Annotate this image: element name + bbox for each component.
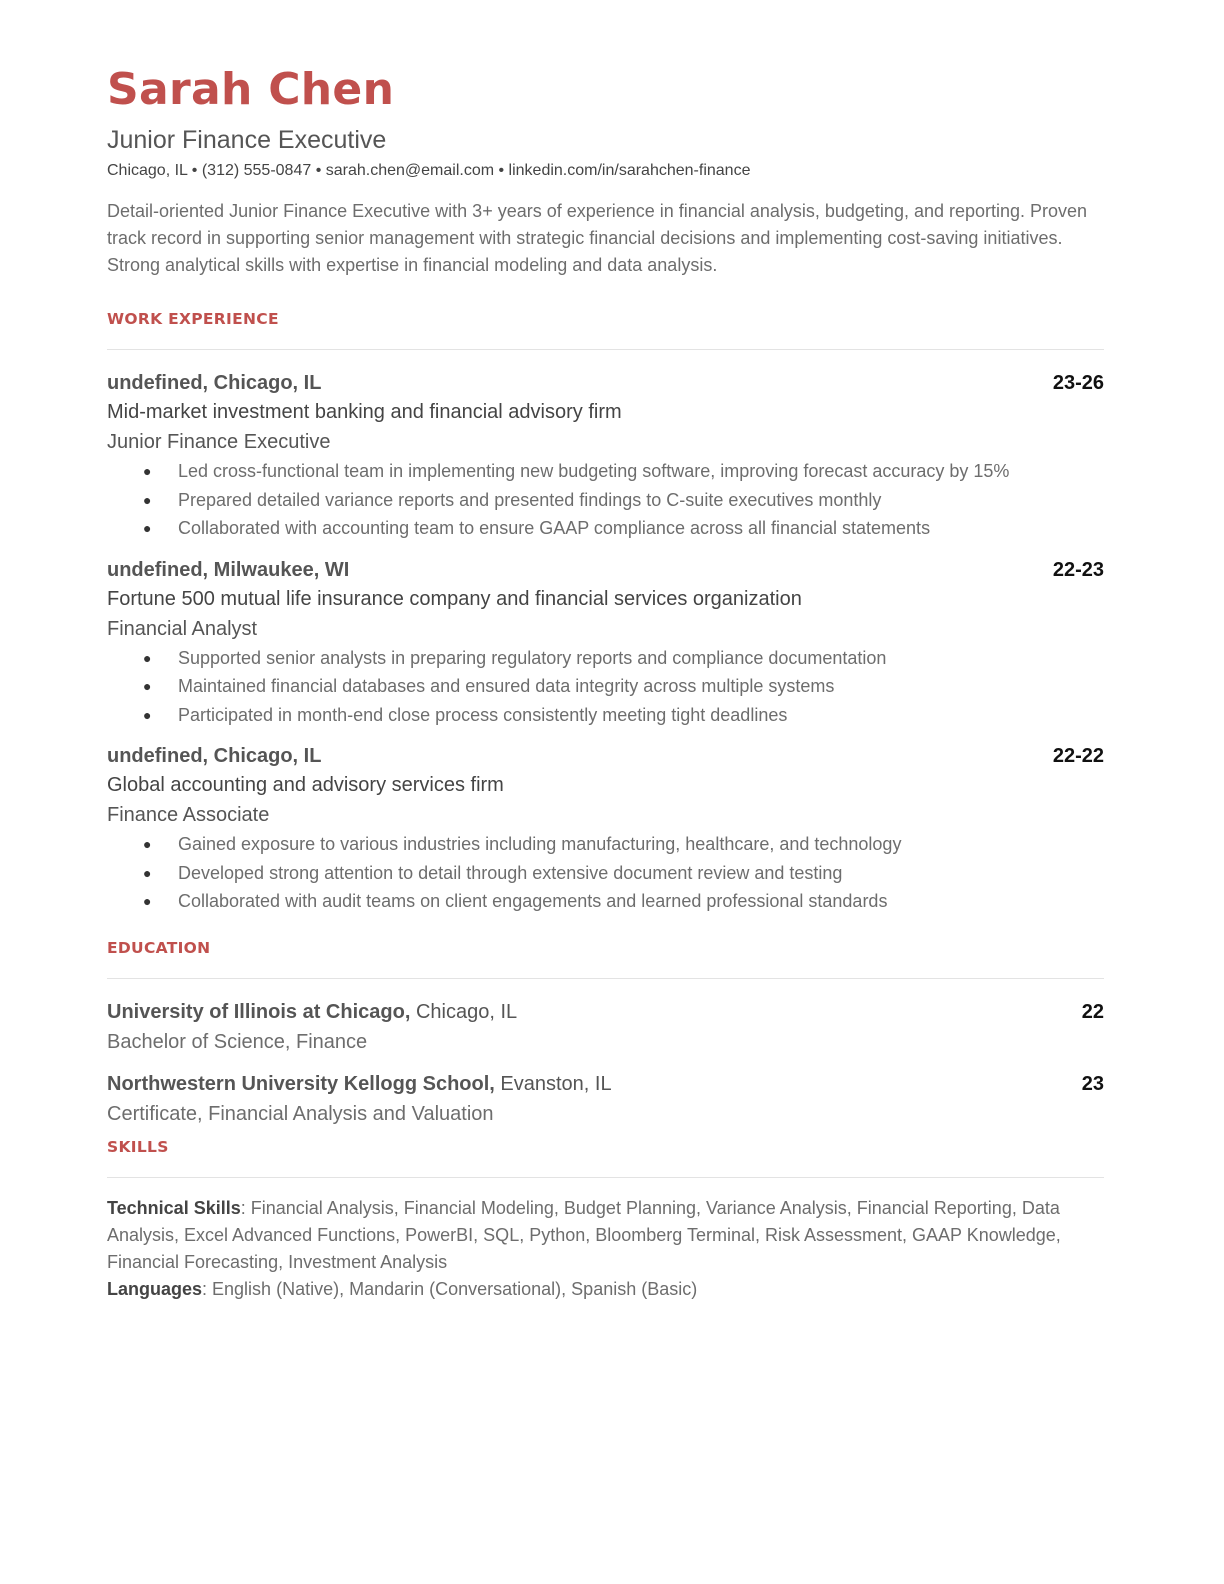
list-item: ● Supported senior analysts in preparing regulatory reports and compliance documentation	[178, 644, 1104, 673]
bullet-icon: ●	[143, 649, 152, 666]
job-dates: 22-22	[1052, 745, 1104, 767]
bullet-icon: ●	[143, 491, 152, 508]
candidate-headline: Junior Finance Executive	[107, 126, 387, 154]
technical-skills-label: Technical Skills	[107, 1197, 241, 1218]
job-employer-location: undefined, Milwaukee, WI	[107, 558, 350, 581]
job-dates: 22-23	[1052, 558, 1104, 581]
school-location: Evanston, IL	[494, 1072, 612, 1095]
resume-header	[107, 60, 1104, 182]
list-item: ● Maintained financial databases and ensured data integrity across multiple systems	[178, 672, 1104, 701]
resume-page	[107, 60, 1104, 1303]
list-item: ● Led cross-functional team in implementing new budgeting software, improving forecast accuracy by 15%	[178, 457, 1104, 486]
work-experience-heading: WORK EXPERIENCE	[107, 310, 279, 328]
job-role: Financial Analyst	[107, 617, 258, 640]
languages-value: : English (Native), Mandarin (Conversational), Spanish (Basic)	[202, 1278, 698, 1299]
school-location: Chicago, IL	[410, 1000, 518, 1023]
degree: Bachelor of Science, Finance	[107, 1030, 368, 1053]
job-employer-location: undefined, Chicago, IL	[107, 745, 322, 767]
skills-heading: SKILLS	[107, 1137, 169, 1156]
technical-skills-value: : Financial Analysis, Financial Modeling, Budget Planning, Variance Analysis, Financial Reporting, Data Analysis, Excel Advanced Functions, PowerBI, SQL, Python, Bloomberg Terminal, Risk Assessment, GAAP Knowledge, Financial Forecasting, Investment Analysis	[107, 1197, 1061, 1272]
bullet-icon: ●	[143, 520, 152, 536]
job-entry	[107, 742, 1104, 916]
bullet-icon: ●	[143, 706, 152, 723]
job-role: Finance Associate	[107, 804, 270, 826]
languages-label: Languages	[107, 1278, 203, 1299]
section-divider	[107, 978, 1104, 979]
job-employer-location: undefined, Chicago, IL	[107, 372, 322, 394]
bullet-icon: ●	[143, 463, 152, 479]
degree: Certificate, Financial Analysis and Valuation	[107, 1102, 494, 1125]
education-entry	[107, 997, 1104, 1057]
company-description: Mid-market investment banking and financial advisory firm	[107, 401, 622, 423]
list-item: ● Collaborated with audit teams on client engagements and learned professional standards	[178, 887, 1104, 916]
job-bullets	[107, 830, 1104, 916]
education-heading: EDUCATION	[107, 938, 211, 957]
school-name: Northwestern University Kellogg School,	[107, 1072, 495, 1095]
school-line	[107, 997, 517, 1027]
languages	[107, 1276, 1104, 1303]
job-entry	[107, 556, 1104, 730]
bullet-icon: ●	[143, 678, 152, 694]
school-name: University of Illinois at Chicago,	[107, 1000, 411, 1023]
technical-skills	[107, 1195, 1104, 1276]
contact-line: Chicago, IL • (312) 555-0847 • sarah.chen@email.com • linkedin.com/in/sarahchen-finance	[107, 162, 751, 179]
section-divider	[107, 349, 1104, 350]
graduation-year: 23	[1081, 1072, 1104, 1095]
school-line	[107, 1069, 612, 1099]
graduation-year: 22	[1081, 1000, 1104, 1023]
job-bullets	[107, 457, 1104, 543]
job-bullets	[107, 644, 1104, 730]
job-role: Junior Finance Executive	[107, 431, 331, 453]
bullet-icon: ●	[143, 893, 152, 909]
education-list	[107, 997, 1104, 1129]
professional-summary: Detail-oriented Junior Finance Executive with 3+ years of experience in financial analysis, budgeting, and reporting. Proven track record in supporting senior management with strategic financial decisions and implementing cost-saving initiatives. Strong analytical skills with expertise in financial modeling and data analysis.	[107, 201, 1088, 275]
bullet-icon: ●	[143, 864, 152, 881]
list-item: ● Prepared detailed variance reports and presented findings to C-suite executives monthly	[178, 486, 1104, 515]
job-entry	[107, 369, 1104, 543]
list-item: ● Collaborated with accounting team to ensure GAAP compliance across all financial statements	[178, 514, 1104, 543]
candidate-name: Sarah Chen	[107, 64, 395, 115]
company-description: Global accounting and advisory services firm	[107, 774, 504, 796]
list-item: ● Participated in month-end close process consistently meeting tight deadlines	[178, 701, 1104, 730]
education-entry	[107, 1069, 1104, 1129]
list-item: ● Developed strong attention to detail through extensive document review and testing	[178, 859, 1104, 888]
skills-block	[107, 1195, 1104, 1303]
list-item: ● Gained exposure to various industries including manufacturing, healthcare, and technology	[178, 830, 1104, 859]
job-dates: 23-26	[1052, 372, 1104, 394]
section-divider	[107, 1177, 1104, 1178]
bullet-icon: ●	[143, 836, 152, 852]
work-experience-list	[107, 369, 1104, 916]
company-description: Fortune 500 mutual life insurance company and financial services organization	[107, 587, 802, 610]
